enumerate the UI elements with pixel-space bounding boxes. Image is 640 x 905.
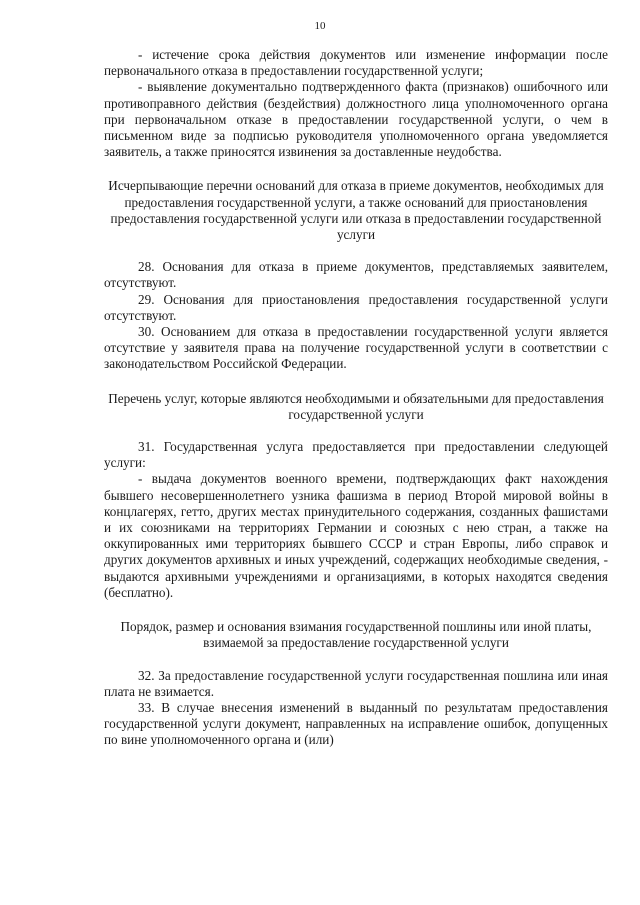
- paragraph-32: 32. За предоставление государственной услуги государственная пошлина или иная плата не взимается.: [104, 667, 608, 699]
- paragraph-33: 33. В случае внесения изменений в выданный по результатам предоставления государственной услуги документ, направленных на исправление ошибок, допущенных по вине уполномоченного органа и (или): [104, 699, 608, 748]
- heading-refusal-grounds: Исчерпывающие перечни оснований для отказа в приеме документов, необходимых для предоставления государственной услуги, а также оснований для приостановления предоставления государственной услуги или отказа в предоставлении государственной услуги: [108, 178, 604, 243]
- heading-required-services: Перечень услуг, которые являются необходимыми и обязательными для предоставления государственной услуги: [108, 390, 604, 422]
- paragraph-error-detected: - выявление документально подтвержденного факта (признаков) ошибочного или противоправного действия (бездействия) должностного лица уполномоченного органа при первоначальном отказе в предоставлении государственной услуги, о чем в письменном виде за подписью руководителя уполномоченного органа уведомляется заявитель, а также приносятся извинения за доставленные неудобства.: [104, 79, 608, 160]
- paragraph-30: 30. Основанием для отказа в предоставлении государственной услуги является отсутствие у заявителя права на получение государственной услуги в соответствии с законодательством Российской Федерации.: [104, 324, 608, 372]
- heading-state-fee: Порядок, размер и основания взимания государственной пошлины или иной платы, взимаемой за предоставление государственной услуги: [120, 619, 592, 651]
- paragraph-31: 31. Государственная услуга предоставляется при предоставлении следующей услуги:: [104, 439, 608, 471]
- document-body: [104, 47, 608, 749]
- paragraph-29: 29. Основания для приостановления предоставления государственной услуги отсутствуют.: [104, 291, 608, 323]
- page-number: 10: [314, 20, 326, 32]
- paragraph-28: 28. Основания для отказа в приеме документов, представляемых заявителем, отсутствуют.: [104, 259, 608, 291]
- paragraph-expiry: - истечение срока действия документов или изменение информации после первоначального отказа в предоставлении государственной услуги;: [104, 47, 608, 79]
- paragraph-31-item: - выдача документов военного времени, подтверждающих факт нахождения бывшего несовершеннолетнего узника фашизма в период Второй мировой войны в концлагерях, гетто, других местах принудительного содержания, созданных фашистами и их союзниками на территориях Германии и союзных с нею стран, а также на оккупированных ими территориях бывшего СССР и стран Европы, либо справок и других документов архивных и иных учреждений, содержащих необходимые сведения, - выдаются архивными учреждениями и организациями, в которых находятся сведения (бесплатно).: [104, 471, 608, 600]
